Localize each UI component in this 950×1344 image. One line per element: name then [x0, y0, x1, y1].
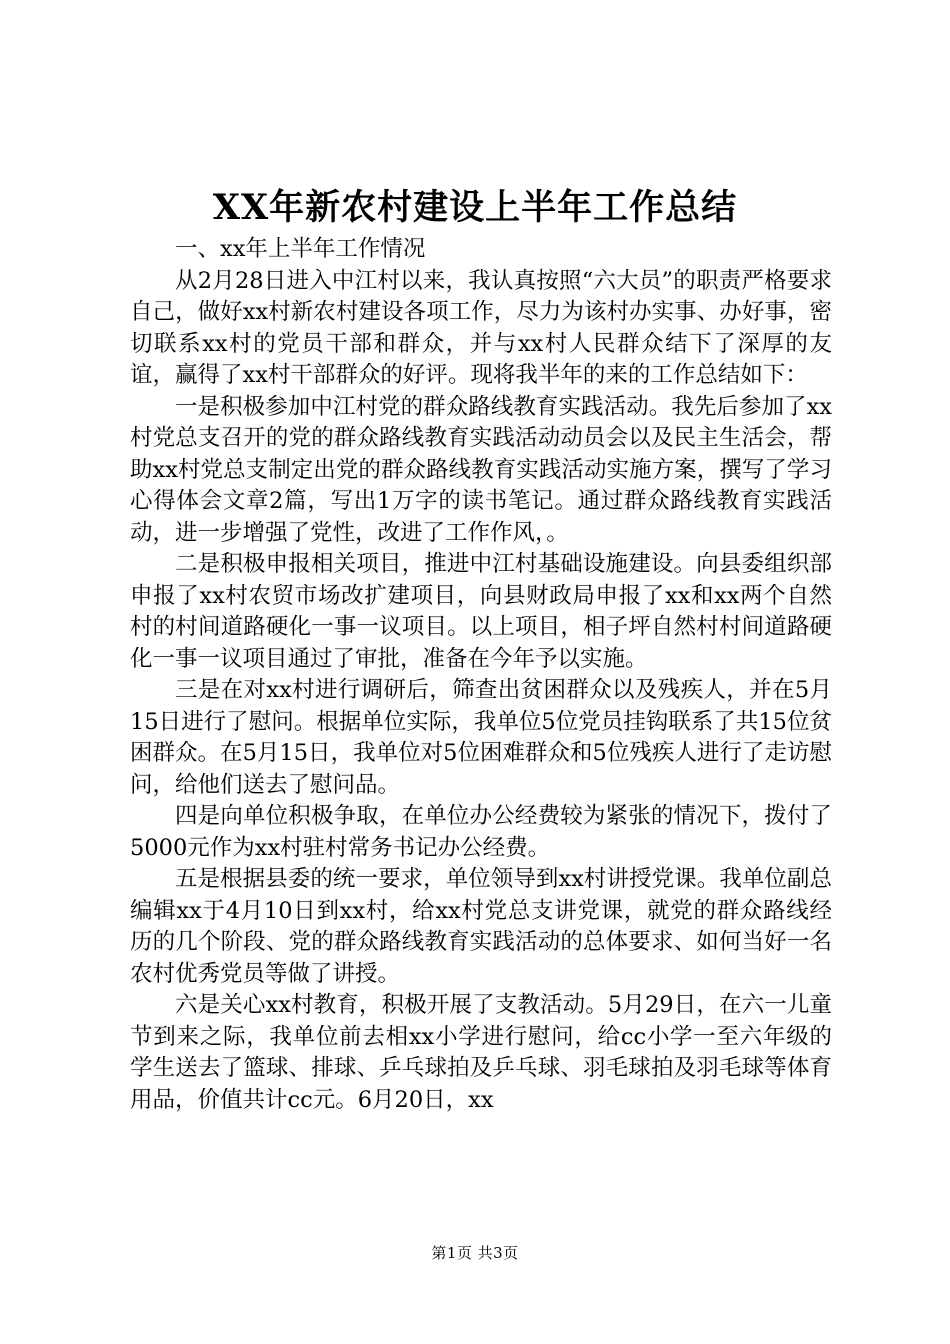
paragraph-item-5: 五是根据县委的统一要求，单位领导到xx村讲授党课。我单位副总编辑xx于4月10日到xx村，给xx村党总支讲党课，就党的群众路线经历的几个阶段、党的群众路线教育实践活动的总体要求、如何当好一名农村优秀党员等做了讲授。 — [130, 866, 832, 987]
paragraph-item-1: 一是积极参加中江村党的群众路线教育实践活动。我先后参加了xx村党总支召开的党的群众路线教育实践活动动员会以及民主生活会，帮助xx村党总支制定出党的群众路线教育实践活动实施方案，撰写了学习心得体会文章2篇，写出1万字的读书笔记。通过群众路线教育实践活动，进一步增强了党性，改进了工作作风，。 — [130, 393, 832, 546]
paragraph-item-4: 四是向单位积极争取，在单位办公经费较为紧张的情况下，拨付了5000元作为xx村驻村常务书记办公经费。 — [130, 803, 832, 861]
section-heading: 一、xx年上半年工作情况 — [175, 236, 426, 262]
paragraph-item-3: 三是在对xx村进行调研后，筛查出贫困群众以及残疾人，并在5月15日进行了慰问。根据单位实际，我单位5位党员挂钩联系了共15位贫困群众。在5月15日，我单位对5位困难群众和5位残疾人进行了走访慰问，给他们送去了慰问品。 — [130, 677, 832, 798]
paragraph-intro: 从2月28日进入中江村以来，我认真按照“六大员”的职责严格要求自己，做好xx村新农村建设各项工作，尽力为该村办实事、办好事，密切联系xx村的党员干部和群众，并与xx村人民群众结下了深厚的友谊，赢得了xx村干部群众的好评。现将我半年的来的工作总结如下： — [130, 267, 832, 388]
document-title: XX年新农村建设上半年工作总结 — [212, 187, 738, 228]
paragraph-item-6: 六是关心xx村教育，积极开展了支教活动。5月29日，在六一儿童节到来之际，我单位前去相xx小学进行慰问，给cc小学一至六年级的学生送去了篮球、排球、乒乓球拍及乒乓球、羽毛球拍及羽毛球等体育用品，价值共计cc元。6月20日，xx — [130, 992, 832, 1113]
document-body — [130, 234, 832, 1116]
paragraph-item-2: 二是积极申报相关项目，推进中江村基础设施建设。向县委组织部申报了xx村农贸市场改扩建项目，向县财政局申报了xx和xx两个自然村的村间道路硬化一事一议项目。以上项目，相子坪自然村村间道路硬化一事一议项目通过了审批，准备在今年予以实施。 — [130, 551, 832, 672]
page-number-footer: 第1页 共3页 — [431, 1244, 519, 1262]
